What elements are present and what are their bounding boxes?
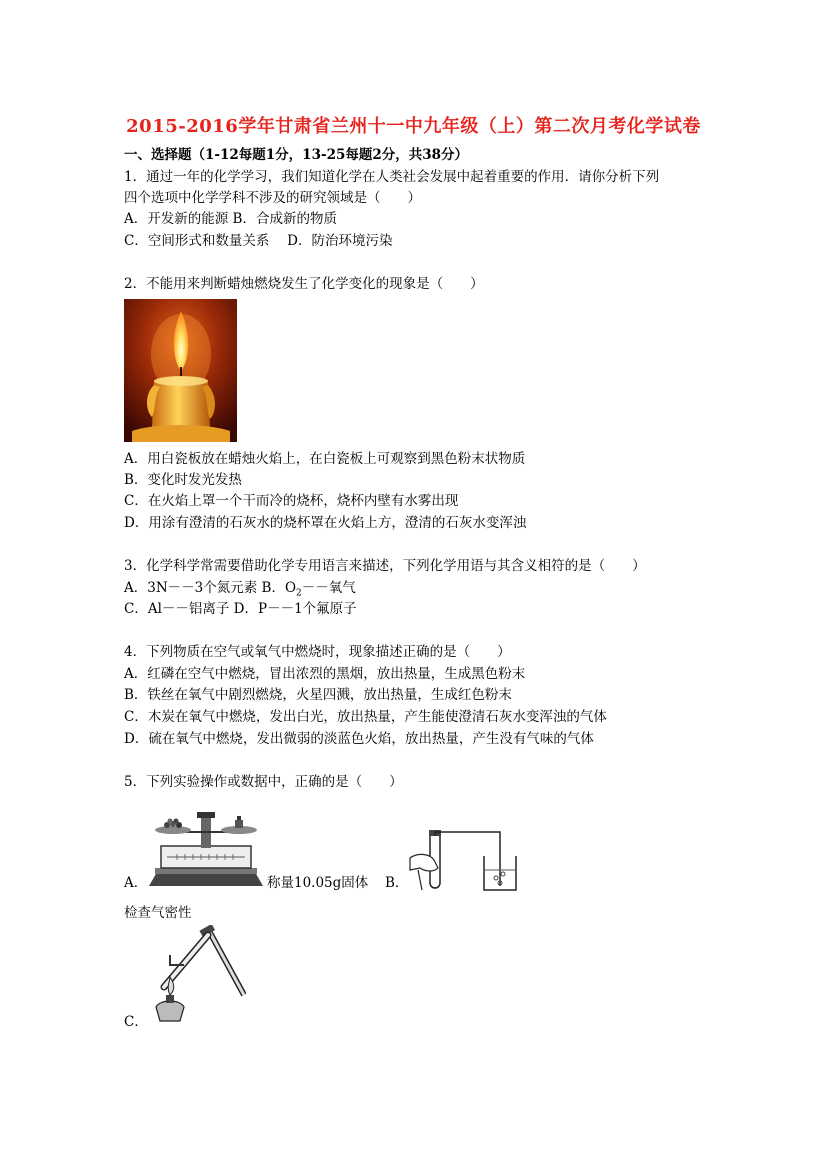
q5-option-b-label: B． [385,875,409,891]
q5-option-a-text: 称量10.05g固体 [267,875,369,891]
page-title: 2015-2016学年甘肃省兰州十一中九年级（上）第二次月考化学试卷 [126,116,701,137]
balance-scale-image [147,810,265,890]
candle-flame-image [124,299,237,442]
q4-stem: 4．下列物质在空气或氧气中燃烧时，现象描述正确的是（ ） [124,644,511,660]
q1-stem-line2: 四个选项中化学学科不涉及的研究领域是（ ） [124,190,421,206]
q5-option-b-text: 检查气密性 [124,905,192,921]
q4-option-b: B．铁丝在氧气中剧烈燃烧，火星四溅，放出热量，生成红色粉末 [124,687,512,703]
section-heading: 一、选择题（1-12每题1分，13-25每题2分，共38分） [124,147,469,163]
q1-options-cd: C．空间形式和数量关系 D．防治环境污染 [124,233,393,249]
q2-stem: 2．不能用来判断蜡烛燃烧发生了化学变化的现象是（ ） [124,276,484,292]
q2-option-a: A．用白瓷板放在蜡烛火焰上，在白瓷板上可观察到黑色粉末状物质 [124,451,526,467]
q2-option-c: C．在火焰上罩一个干而冷的烧杯，烧杯内壁有水雾出现 [124,493,459,509]
q2-option-d: D．用涂有澄清的石灰水的烧杯罩在火焰上方，澄清的石灰水变浑浊 [124,515,527,531]
q3-options-ab: A．3N－－3个氮元素 B．$O_2--$氧气 [124,580,356,599]
q5-option-a-label: A． [124,875,148,891]
q1-options-ab: A．开发新的能源 B．合成新的物质 [124,211,337,227]
q4-option-d: D．硫在氧气中燃烧，发出微弱的淡蓝色火焰，放出热量，产生没有气味的气体 [124,731,594,747]
q4-option-c: C．木炭在氧气中燃烧，发出白光，放出热量，产生能使澄清石灰水变浑浊的气体 [124,709,607,725]
q2-option-b: B．变化时发光发热 [124,472,242,488]
q1-stem-line1: 1．通过一年的化学学习，我们知道化学在人类社会发展中起着重要的作用．请你分析下列 [124,169,660,185]
q4-option-a: A．红磷在空气中燃烧，冒出浓烈的黑烟，放出热量，生成黑色粉末 [124,666,526,682]
q3-stem: 3．化学科学常需要借助化学专用语言来描述，下列化学用语与其含义相符的是（ ） [124,558,646,574]
air-tightness-test-image [404,828,522,894]
q5-option-c-label: C． [124,1014,148,1030]
test-tube-heating-image [150,925,246,1027]
q5-stem: 5．下列实验操作或数据中，正确的是（ ） [124,774,403,790]
q3-options-cd: C．Al－－铝离子 D．P－－1个氟原子 [124,601,357,617]
